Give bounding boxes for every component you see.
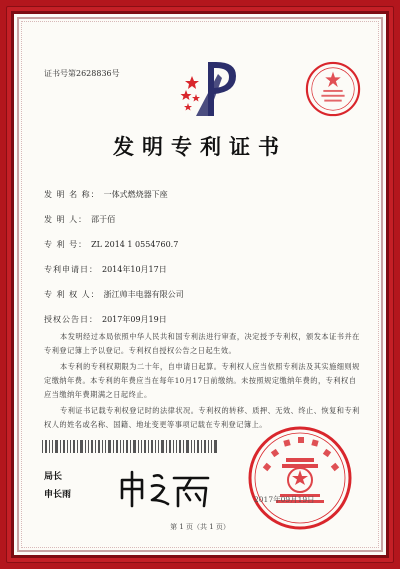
director-title: 局长 <box>44 472 63 482</box>
field-label: 专 利 号： <box>44 240 88 249</box>
field-value: ZL 2014 1 0554760.7 <box>91 240 179 249</box>
director-name: 申长雨 <box>44 490 72 500</box>
field-label: 专利申请日： <box>44 265 98 274</box>
field-patentee <box>44 289 184 300</box>
director-signature-icon <box>116 466 216 510</box>
field-application-date <box>44 264 167 275</box>
official-seal-icon <box>246 424 354 532</box>
field-value: 邵于佰 <box>91 215 116 224</box>
field-value: 一体式燃烧器下座 <box>103 190 168 199</box>
patent-office-logo-icon <box>178 54 248 124</box>
field-inventor <box>44 214 115 225</box>
field-label: 授权公告日： <box>44 315 98 324</box>
field-value: 2017年09月19日 <box>102 315 167 324</box>
field-invention-name <box>44 189 168 200</box>
certificate-title: 发明专利证书 <box>113 134 287 159</box>
registration-seal-icon <box>304 60 362 118</box>
paragraph-2: 本专利的专利权期限为二十年，自申请日起算。专利权人应当依照专利法及其实施细则规定缴纳年费。本专利的年费应当在每年10月17日前缴纳。未按照规定缴纳年费的，专利权自应当缴纳年费期满之日起终止。 <box>44 362 360 399</box>
field-value: 2014年10月17日 <box>102 265 167 274</box>
paragraph-1: 本发明经过本局依照中华人民共和国专利法进行审查，决定授予专利权，颁发本证书并在专利登记簿上予以登记。专利权自授权公告之日起生效。 <box>44 332 360 355</box>
field-label: 发 明 名 称： <box>44 190 100 199</box>
barcode-icon <box>42 440 218 453</box>
field-grant-date <box>44 314 167 325</box>
seal-date: 2017年09月19日 <box>254 495 315 504</box>
field-label: 专 利 权 人： <box>44 290 100 299</box>
field-label: 发 明 人： <box>44 215 88 224</box>
field-patent-number <box>44 239 178 250</box>
paragraph-3: 专利证书记载专利权登记时的法律状况。专利权的转移、质押、无效、终止、恢复和专利权人的姓名或名称、国籍、地址变更等事项记载在专利登记簿上。 <box>44 406 360 429</box>
page-number: 第 1 页（共 1 页） <box>170 523 230 531</box>
certificate-paper <box>14 14 386 555</box>
certificate-number: 证书号第2628836号 <box>44 69 120 78</box>
field-value: 浙江帅丰电器有限公司 <box>103 290 184 299</box>
